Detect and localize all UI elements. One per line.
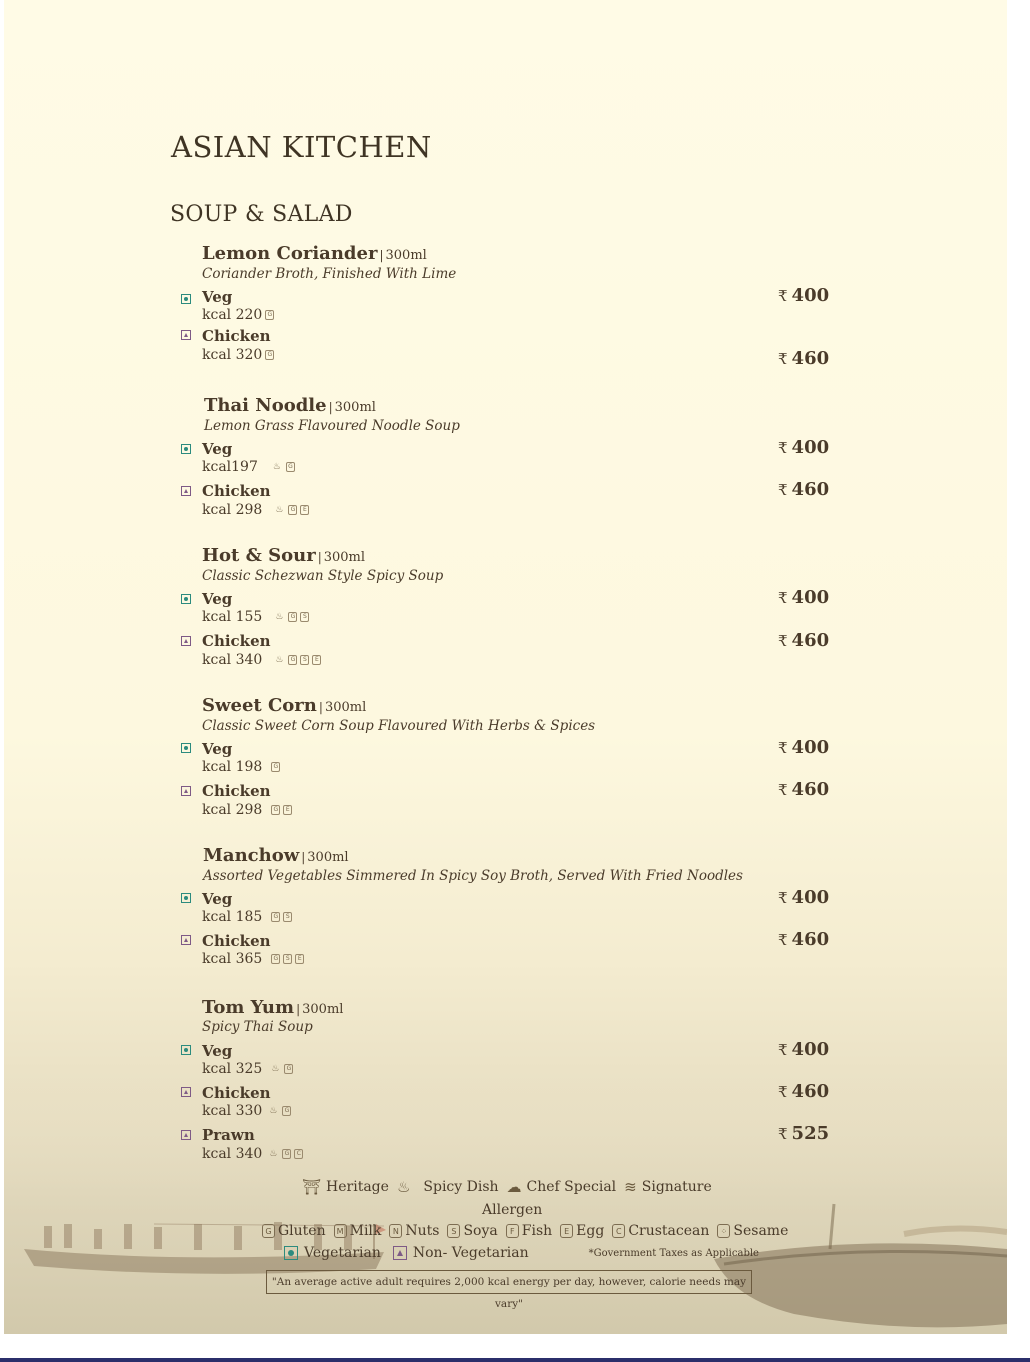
egg-icon: E — [300, 505, 309, 515]
gluten-icon: G — [271, 912, 280, 922]
bottom-border — [0, 1358, 1030, 1362]
variant-label: Veg — [202, 740, 233, 758]
price-value: 400 — [791, 285, 830, 306]
dish-volume: 300ml — [385, 248, 427, 263]
section-title: SOUP & SALAD — [170, 202, 353, 227]
taxes-note: *Government Taxes as Applicable — [588, 1247, 759, 1259]
price-value: 400 — [791, 437, 830, 458]
price-value: 460 — [791, 929, 830, 950]
price — [778, 630, 829, 651]
rupee-symbol: ₹ — [778, 632, 788, 650]
kcal-value: kcal 340 — [202, 652, 263, 668]
kcal-info — [202, 307, 274, 323]
dish-name: Thai Noodle | 300ml — [204, 395, 376, 416]
dish-title: Hot & Sour — [202, 545, 316, 566]
kcal-value: kcal 220 — [202, 307, 263, 323]
price — [778, 285, 829, 306]
gluten-icon: G — [288, 655, 297, 665]
variant-label: Veg — [202, 288, 233, 306]
rupee-symbol: ₹ — [778, 781, 788, 799]
spicy-icon: ♨ — [269, 1149, 278, 1159]
kcal-info — [202, 502, 309, 518]
sesame-icon: ⁘ — [717, 1224, 730, 1238]
kcal-info — [202, 609, 309, 625]
dish-title: Manchow — [203, 845, 300, 866]
egg-icon: E — [295, 954, 304, 964]
spicy-icon: ♨ — [275, 612, 284, 622]
spicy-icon: ♨ — [272, 462, 281, 472]
price — [778, 587, 829, 608]
price-value: 460 — [791, 1081, 830, 1102]
gluten-icon: G — [265, 310, 274, 320]
non-veg-icon — [181, 1087, 191, 1097]
egg-icon: E — [312, 655, 321, 665]
rupee-symbol: ₹ — [778, 1041, 788, 1059]
vegetarian-icon — [284, 1246, 298, 1260]
allergen-label: Fish — [521, 1223, 553, 1239]
spicy-icon: ♨ — [275, 655, 284, 665]
spicy-dish-icon: ♨ — [396, 1178, 411, 1196]
price — [778, 479, 829, 500]
non-veg-icon — [181, 786, 191, 796]
price — [778, 887, 829, 908]
gluten-icon: G — [282, 1149, 291, 1159]
non-veg-icon — [181, 935, 191, 945]
gluten-icon: G — [282, 1106, 291, 1116]
milk-icon: M — [334, 1224, 347, 1238]
kitchen-title: ASIAN KITCHEN — [171, 130, 432, 164]
price — [778, 437, 829, 458]
soya-icon: S — [283, 954, 292, 964]
price — [778, 348, 829, 369]
heritage-icon: ⛩ — [302, 1178, 322, 1196]
spicy-icon: ♨ — [271, 1064, 280, 1074]
rupee-symbol: ₹ — [778, 739, 788, 757]
legend-symbols — [302, 1178, 720, 1196]
rupee-symbol: ₹ — [778, 287, 788, 305]
gluten-icon: G — [288, 505, 297, 515]
gluten-icon: G — [265, 350, 274, 360]
non-veg-icon — [181, 330, 191, 340]
kcal-value: kcal 155 — [202, 609, 263, 625]
kcal-info — [202, 459, 295, 475]
variant-label: Chicken — [202, 632, 271, 650]
gluten-icon: G — [288, 612, 297, 622]
gluten-icon: G — [271, 805, 280, 815]
legend-spicy: Spicy Dish — [423, 1179, 499, 1195]
dish-title: Tom Yum — [202, 997, 295, 1018]
kcal-info — [202, 802, 292, 818]
legend-chef-special: Chef Special — [526, 1179, 617, 1195]
kcal-value: kcal 198 — [202, 759, 263, 775]
allergen-label: Gluten — [278, 1223, 326, 1239]
rupee-symbol: ₹ — [778, 481, 788, 499]
dish-name: Hot & Sour | 300ml — [202, 545, 366, 566]
dish-description: Classic Sweet Corn Soup Flavoured With Herbs & Spices — [202, 718, 596, 734]
kcal-value: kcal 365 — [202, 951, 263, 967]
veg-icon — [181, 594, 191, 604]
spicy-icon: ♨ — [269, 1106, 278, 1116]
egg-icon: E — [283, 805, 292, 815]
kcal-value: kcal 185 — [202, 909, 263, 925]
price-value: 400 — [791, 587, 830, 608]
allergen-title: Allergen — [482, 1202, 543, 1218]
price — [778, 779, 829, 800]
soya-icon: S — [283, 912, 292, 922]
allergen-label: Milk — [349, 1223, 382, 1239]
price-value: 460 — [791, 630, 830, 651]
kcal-value: kcal 298 — [202, 802, 263, 818]
allergen-label: Soya — [463, 1223, 498, 1239]
spicy-icon: ♨ — [275, 505, 284, 515]
gluten-icon: G — [271, 762, 280, 772]
price — [778, 929, 829, 950]
soya-icon: S — [447, 1224, 460, 1238]
non-veg-icon — [181, 486, 191, 496]
non-vegetarian-icon — [393, 1246, 407, 1260]
kcal-value: kcal 325 — [202, 1061, 263, 1077]
kcal-info — [202, 1061, 293, 1077]
price — [778, 737, 829, 758]
kcal-value: kcal 320 — [202, 347, 263, 363]
dish-name: Tom Yum | 300ml — [202, 997, 344, 1018]
kcal-info — [202, 347, 274, 363]
kcal-info — [202, 1146, 303, 1162]
soya-icon: S — [300, 655, 309, 665]
non-veg-icon — [181, 1130, 191, 1140]
allergen-label: Nuts — [405, 1223, 440, 1239]
gluten-icon: G — [284, 1064, 293, 1074]
fish-icon: F — [506, 1224, 519, 1238]
price — [778, 1039, 829, 1060]
soya-icon: S — [300, 612, 309, 622]
dish-description: Assorted Vegetables Simmered In Spicy Soy Broth, Served With Fried Noodles — [203, 868, 743, 884]
dish-title: Sweet Corn — [202, 695, 317, 716]
rupee-symbol: ₹ — [778, 1083, 788, 1101]
kcal-value: kcal 298 — [202, 502, 263, 518]
nuts-icon: N — [389, 1224, 402, 1238]
price-value: 400 — [791, 737, 830, 758]
chef-hat-icon: ☁ — [506, 1178, 522, 1196]
legend-signature: Signature — [641, 1179, 712, 1195]
kcal-info — [202, 1103, 291, 1119]
legend-vegetarian: Vegetarian — [304, 1245, 381, 1261]
variant-label: Veg — [202, 890, 233, 908]
veg-icon — [181, 444, 191, 454]
variant-label: Chicken — [202, 482, 271, 500]
egg-icon: E — [560, 1224, 573, 1238]
dish-description: Lemon Grass Flavoured Noodle Soup — [204, 418, 460, 434]
dish-title: Thai Noodle — [204, 395, 327, 416]
kcal-info — [202, 652, 321, 668]
rupee-symbol: ₹ — [778, 1125, 788, 1143]
price-value: 400 — [791, 1039, 830, 1060]
dish-description: Spicy Thai Soup — [202, 1019, 313, 1035]
dish-volume: 300ml — [307, 850, 349, 865]
calorie-disclaimer: "An average active adult requires 2,000 kcal energy per day, however, calorie needs may vary" — [266, 1270, 752, 1294]
kcal-value: kcal 340 — [202, 1146, 263, 1162]
dish-name: Sweet Corn | 300ml — [202, 695, 367, 716]
variant-label: Chicken — [202, 1084, 271, 1102]
price-value: 460 — [791, 779, 830, 800]
non-veg-icon — [181, 636, 191, 646]
veg-icon — [181, 893, 191, 903]
variant-label: Chicken — [202, 932, 271, 950]
price-value: 400 — [791, 887, 830, 908]
price — [778, 1123, 829, 1144]
dish-volume: 300ml — [334, 400, 376, 415]
allergen-legend — [262, 1223, 796, 1239]
allergen-label: Egg — [576, 1223, 605, 1239]
rupee-symbol: ₹ — [778, 439, 788, 457]
dish-name: Manchow | 300ml — [203, 845, 349, 866]
legend-heritage: Heritage — [326, 1179, 389, 1195]
dish-name: Lemon Coriander | 300ml — [202, 243, 427, 264]
rupee-symbol: ₹ — [778, 589, 788, 607]
dish-title: Lemon Coriander — [202, 243, 378, 264]
gluten-icon: G — [286, 462, 295, 472]
menu-page — [4, 0, 1007, 1334]
dish-volume: 300ml — [323, 550, 366, 565]
price-value: 460 — [791, 348, 830, 369]
gluten-icon: G — [262, 1224, 275, 1238]
variant-label: Veg — [202, 440, 233, 458]
kcal-info — [202, 951, 304, 967]
price — [778, 1081, 829, 1102]
dish-description: Coriander Broth, Finished With Lime — [202, 266, 457, 282]
allergen-label: Crustacean — [628, 1223, 710, 1239]
variant-label: Prawn — [202, 1126, 255, 1144]
rupee-symbol: ₹ — [778, 889, 788, 907]
variant-label: Veg — [202, 590, 233, 608]
legend-non-vegetarian: Non- Vegetarian — [412, 1245, 529, 1261]
gluten-icon: G — [271, 954, 280, 964]
rupee-symbol: ₹ — [778, 350, 788, 368]
allergen-label: Sesame — [733, 1223, 789, 1239]
variant-label: Chicken — [202, 782, 271, 800]
kcal-value: kcal197 — [202, 459, 258, 475]
veg-icon — [181, 294, 191, 304]
veg-icon — [181, 1045, 191, 1055]
diet-legend — [284, 1245, 759, 1261]
variant-label: Chicken — [202, 327, 271, 345]
signature-icon: ≋ — [624, 1178, 637, 1196]
rupee-symbol: ₹ — [778, 931, 788, 949]
kcal-info — [202, 909, 292, 925]
price-value: 525 — [791, 1123, 830, 1144]
dish-volume: 300ml — [302, 1002, 344, 1017]
crustacean-icon: C — [612, 1224, 625, 1238]
price-value: 460 — [791, 479, 830, 500]
dish-volume: 300ml — [324, 700, 367, 715]
kcal-info — [202, 759, 280, 775]
variant-label: Veg — [202, 1042, 233, 1060]
dish-description: Classic Schezwan Style Spicy Soup — [202, 568, 444, 584]
veg-icon — [181, 743, 191, 753]
kcal-value: kcal 330 — [202, 1103, 263, 1119]
crustacean-icon: C — [294, 1149, 303, 1159]
